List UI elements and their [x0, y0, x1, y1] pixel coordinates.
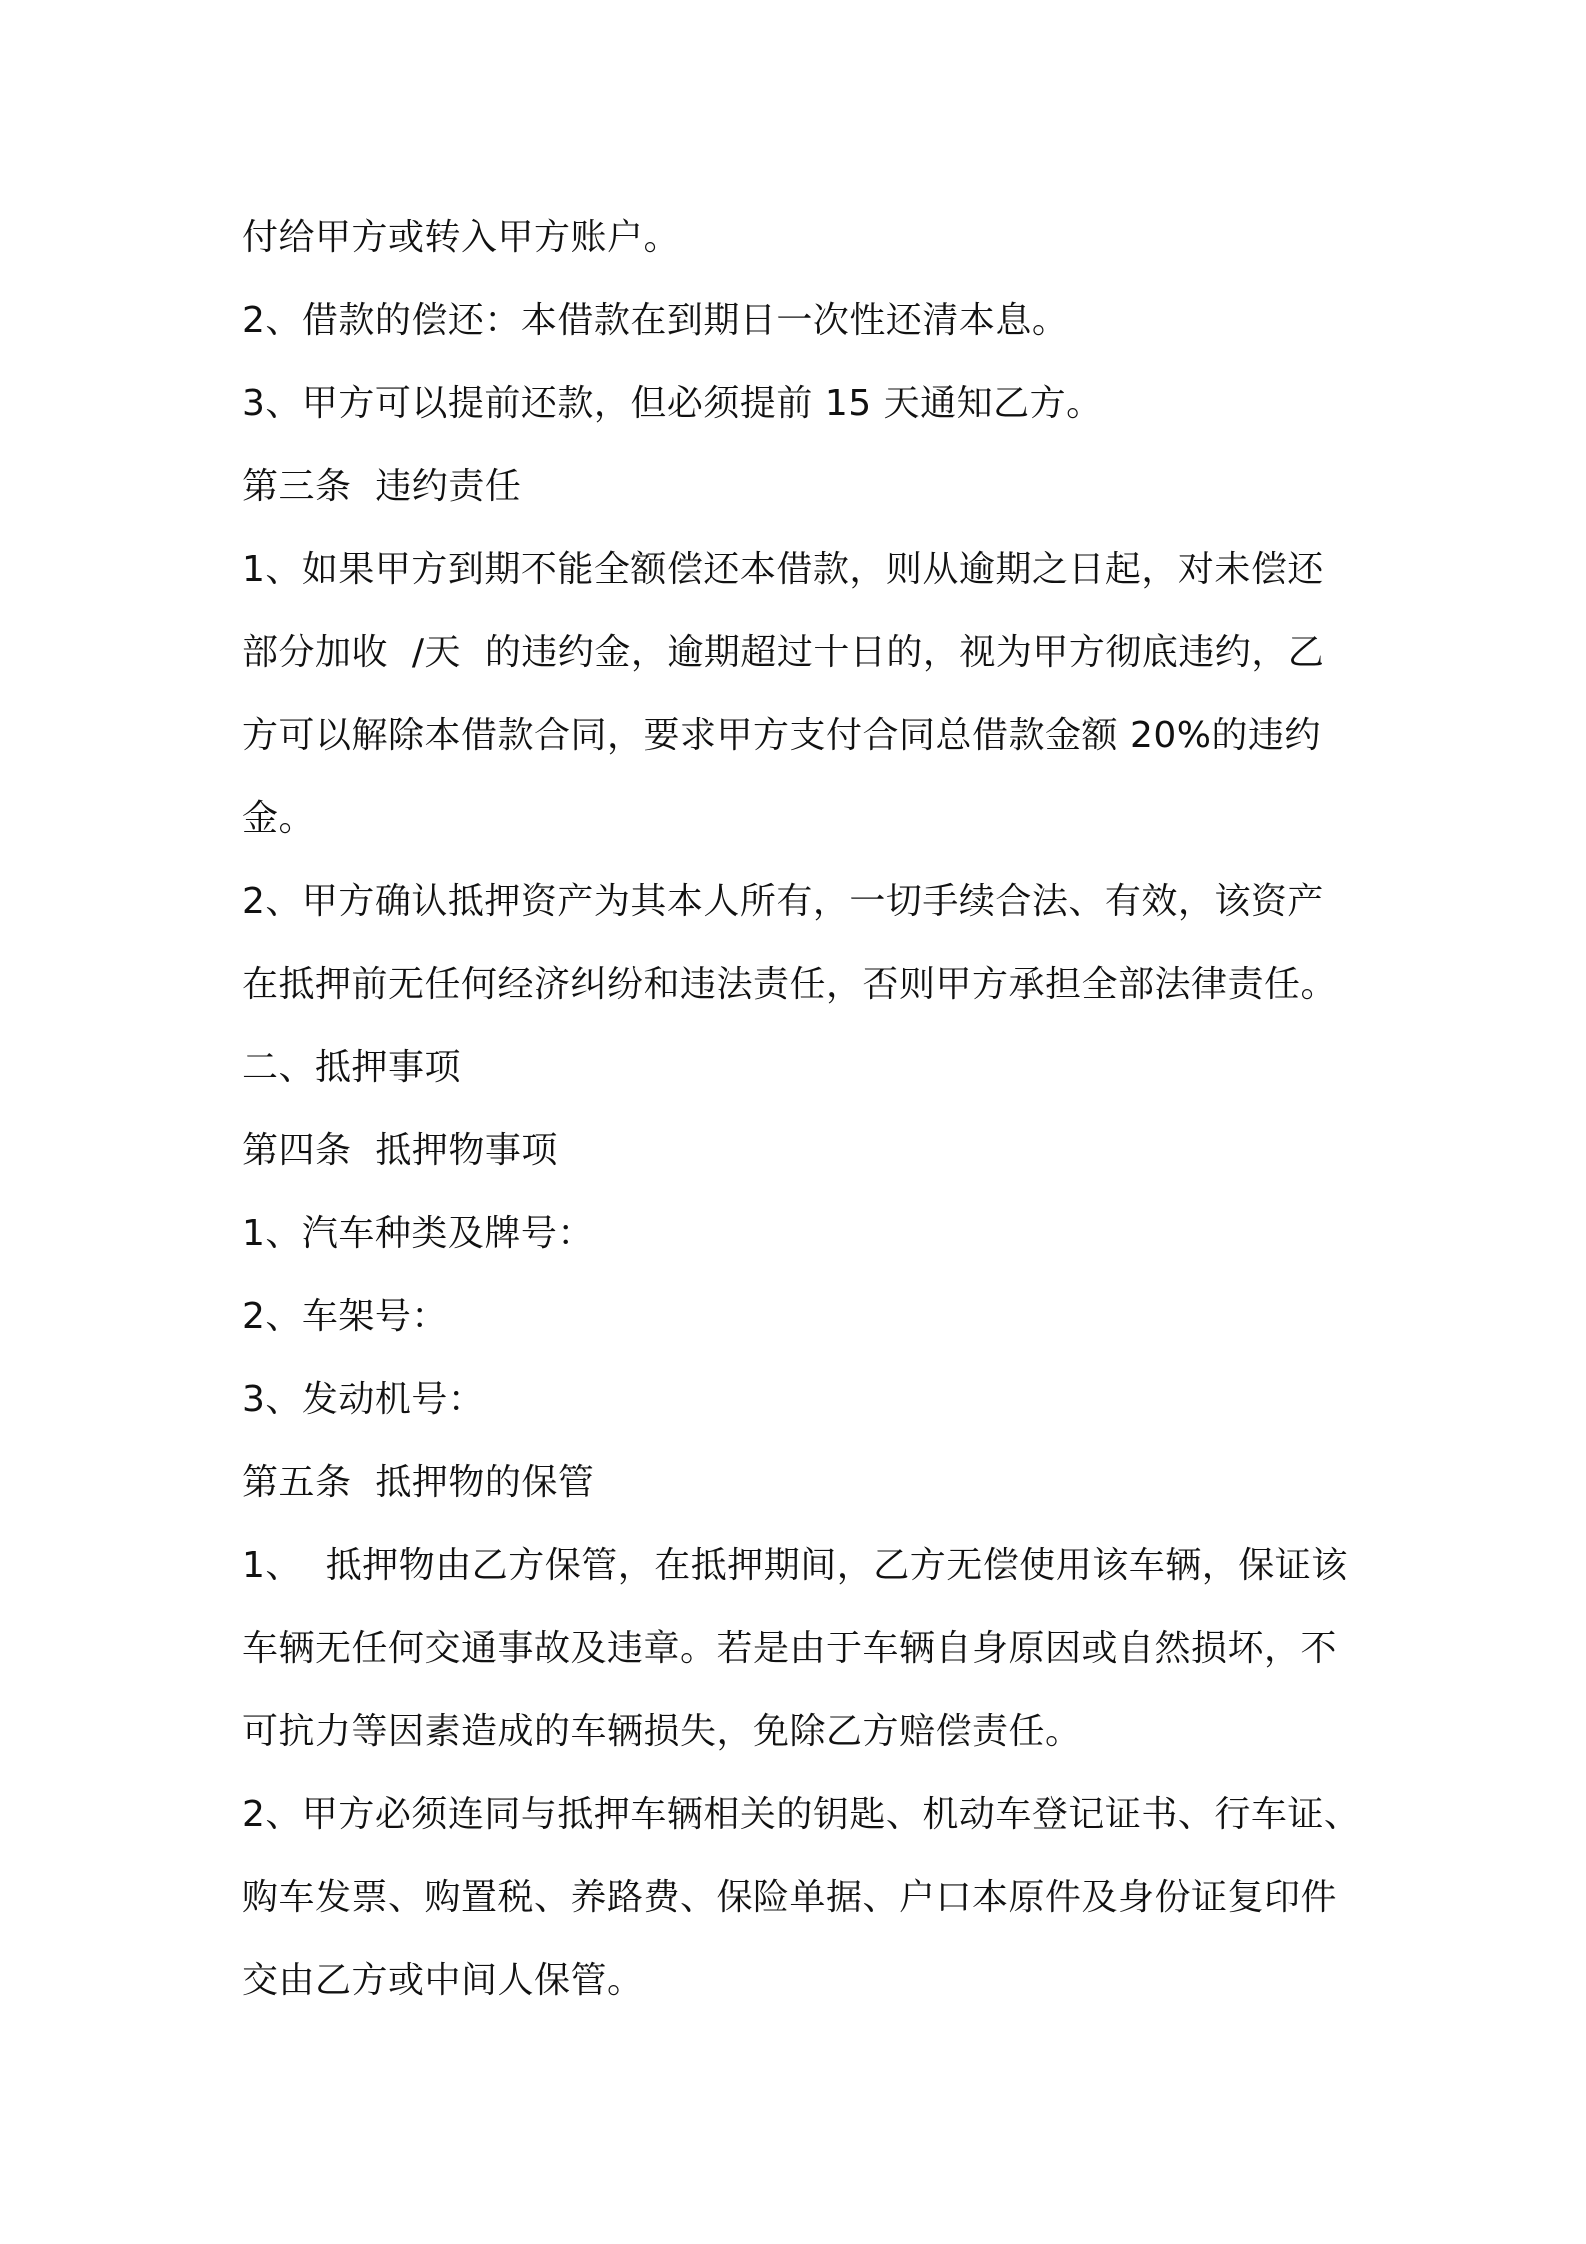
- section-heading: 第四条 抵押物事项: [242, 1130, 558, 1171]
- text-line: 购车发票、购置税、养路费、保险单据、户口本原件及身份证复印件: [242, 1877, 1338, 1918]
- section-heading: 二、抵押事项: [242, 1047, 462, 1088]
- text-line: 1、 抵押物由乙方保管，在抵押期间，乙方无偿使用该车辆，保证该: [242, 1545, 1348, 1586]
- text-line: 付给甲方或转入甲方账户。: [242, 217, 681, 258]
- text-line: 可抗力等因素造成的车辆损失，免除乙方赔偿责任。: [242, 1711, 1082, 1752]
- text-line: 车辆无任何交通事故及违章。若是由于车辆自身原因或自然损坏，不: [242, 1628, 1338, 1669]
- text-line: 交由乙方或中间人保管。: [242, 1960, 644, 2001]
- text-line: 3、发动机号：: [242, 1379, 485, 1420]
- text-line: 部分加收 /天 的违约金，逾期超过十日的，视为甲方彻底违约，乙: [242, 632, 1325, 673]
- text-line: 2、甲方必须连同与抵押车辆相关的钥匙、机动车登记证书、行车证、: [242, 1794, 1361, 1835]
- text-line: 金。: [242, 798, 316, 839]
- text-line: 在抵押前无任何经济纠纷和违法责任，否则甲方承担全部法律责任。: [242, 964, 1338, 1005]
- section-heading: 第五条 抵押物的保管: [242, 1462, 595, 1503]
- section-heading: 第三条 违约责任: [242, 466, 522, 507]
- text-line: 2、借款的偿还：本借款在到期日一次性还清本息。: [242, 300, 1069, 341]
- text-line: 2、甲方确认抵押资产为其本人所有，一切手续合法、有效，该资产: [242, 881, 1324, 922]
- text-line: 1、汽车种类及牌号：: [242, 1213, 594, 1254]
- text-line: 2、车架号：: [242, 1296, 448, 1337]
- document-body: [242, 196, 1392, 2022]
- text-line: 1、如果甲方到期不能全额偿还本借款，则从逾期之日起，对未偿还: [242, 549, 1324, 590]
- text-line: 3、甲方可以提前还款，但必须提前 15 天通知乙方。: [242, 383, 1103, 424]
- text-line: 方可以解除本借款合同，要求甲方支付合同总借款金额 20%的违约: [242, 715, 1321, 756]
